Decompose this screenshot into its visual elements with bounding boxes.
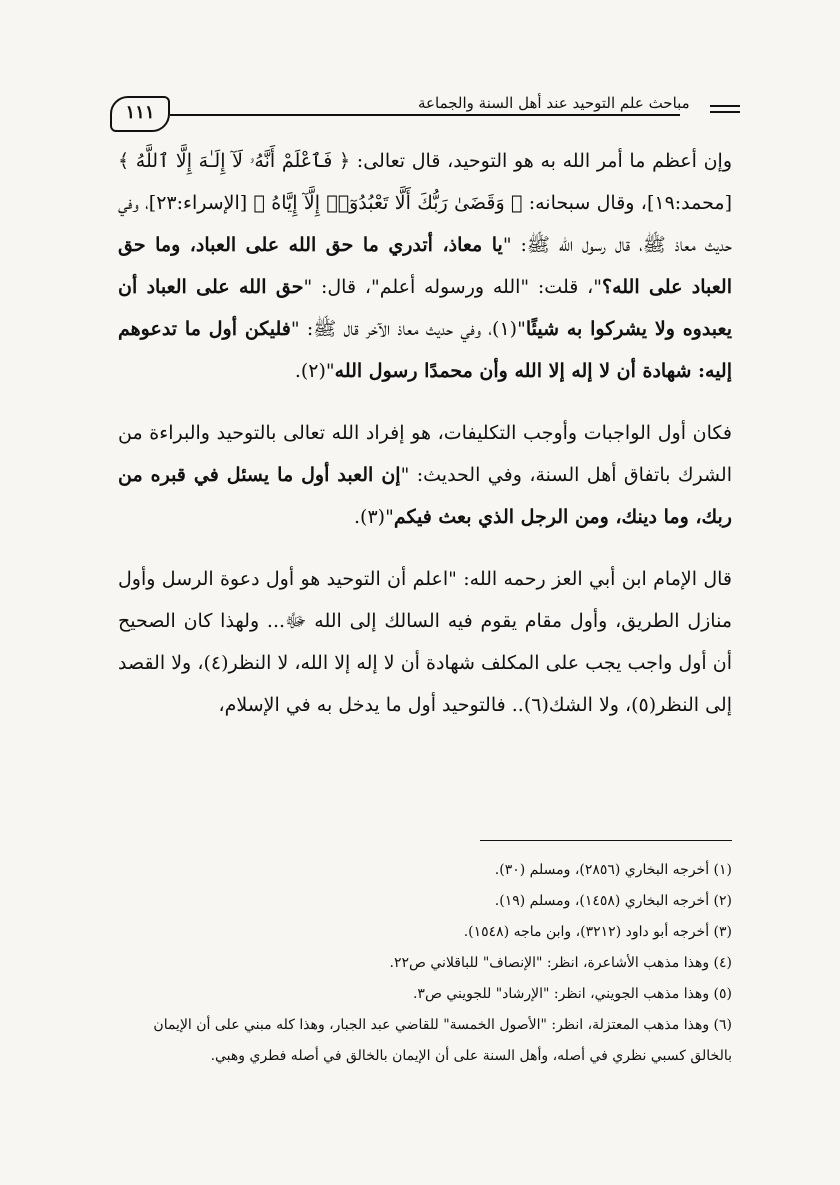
footnote-5: (٥) وهذا مذهب الجويني، انظر: "الإرشاد" للجويني ص٣. — [412, 986, 732, 1002]
footnote-6: (٦) وهذا مذهب المعتزلة، انظر: "الأصول الخمسة" للقاضي عبد الجبار، وهذا كله مبني على أن الإيمان بالخالق كسبي نظري في أصله، وأهل السنة على أن الإيمان بالخالق في أصله فطري وهبي. — [153, 1017, 732, 1064]
page-number: ١١١ — [110, 96, 170, 132]
hadith-quote: إن العبد أول ما يسئل في قبره من ربك، وما دينك، ومن الرجل الذي بعث فيكم — [118, 464, 732, 528]
text-run: قال الإمام ابن أبي العز رحمه الله: "اعلم أن التوحيد هو أول دعوة الرسل وأول منازل الطريق، وأول مقام يقوم فيه السالك إلى الله ﷻ... ولهذا كان الصحيح أن أول واجب يجب على المكلف شهادة أن لا إله إلا الله، لا النظر(٤)، ولا القصد إلى النظر(٥)، ولا الشك(٦).. فالتوحيد أول ما يدخل به في الإسلام، — [118, 568, 733, 716]
paragraph-2 — [118, 412, 732, 538]
footnote-3: (٣) أخرجه أبو داود (٣٢١٢)، وابن ماجه (١٥٤٨). — [463, 924, 732, 940]
text-run: "(٢). — [294, 360, 335, 382]
footnotes — [110, 855, 732, 1072]
header-title: مباحث علم التوحيد عند أهل السنة والجماعة — [410, 94, 698, 112]
paragraph-1 — [118, 140, 732, 392]
hadith-quote: فليكن أول ما تدعوهم إليه: شهادة أن لا إله إلا الله وأن محمدًا رسول الله — [118, 318, 732, 382]
paragraph-3 — [118, 558, 732, 726]
main-text — [118, 140, 732, 746]
text-run: "(١)، وفي حديث معاذ الآخر قال ﷺ: " — [290, 318, 526, 340]
footnote-1: (١) أخرجه البخاري (٢٨٥٦)، ومسلم (٣٠). — [494, 862, 732, 878]
hadith-quote: يا معاذ، أتدري ما حق الله على العباد، وما حق العباد على الله؟ — [118, 234, 732, 298]
running-header — [110, 94, 740, 130]
text-run: "(٣). — [354, 506, 394, 528]
header-rule — [170, 114, 680, 116]
footnote-separator — [480, 840, 732, 841]
footnote-4: (٤) وهذا مذهب الأشاعرة، انظر: "الإنصاف" للباقلاني ص٢٢. — [389, 955, 732, 971]
text-run: فكان أول الواجبات وأوجب التكليفات، هو إفراد الله تعالى بالتوحيد والبراءة من الشرك باتفاق أهل السنة، وفي الحديث: " — [118, 422, 733, 486]
header-ornament — [710, 105, 740, 113]
footnote-2: (٢) أخرجه البخاري (١٤٥٨)، ومسلم (١٩). — [494, 893, 732, 909]
hadith-quote: حق الله على العباد أن يعبدوه ولا يشركوا به شيئًا — [118, 276, 732, 340]
text-run: "، قلت: "الله ورسوله أعلم"، قال: " — [303, 276, 602, 298]
text-run: وإن أعظم ما أمر الله به هو التوحيد، قال تعالى: ﴿ فَٱعْلَمْ أَنَّهُۥ لَآ إِلَـٰهَ إِلَّا ٱللَّهُ ﴾ [محمد:١٩]، وقال سبحانه: ﴿ وَقَضَىٰ رَبُّكَ أَلَّا تَعْبُدُوٓا۟ إِلَّآ إِيَّاهُ ﴾ [الإسراء:٢٣]، وفي حديث معاذ ﷺ، قال رسول الله ﷺ: " — [118, 150, 732, 256]
